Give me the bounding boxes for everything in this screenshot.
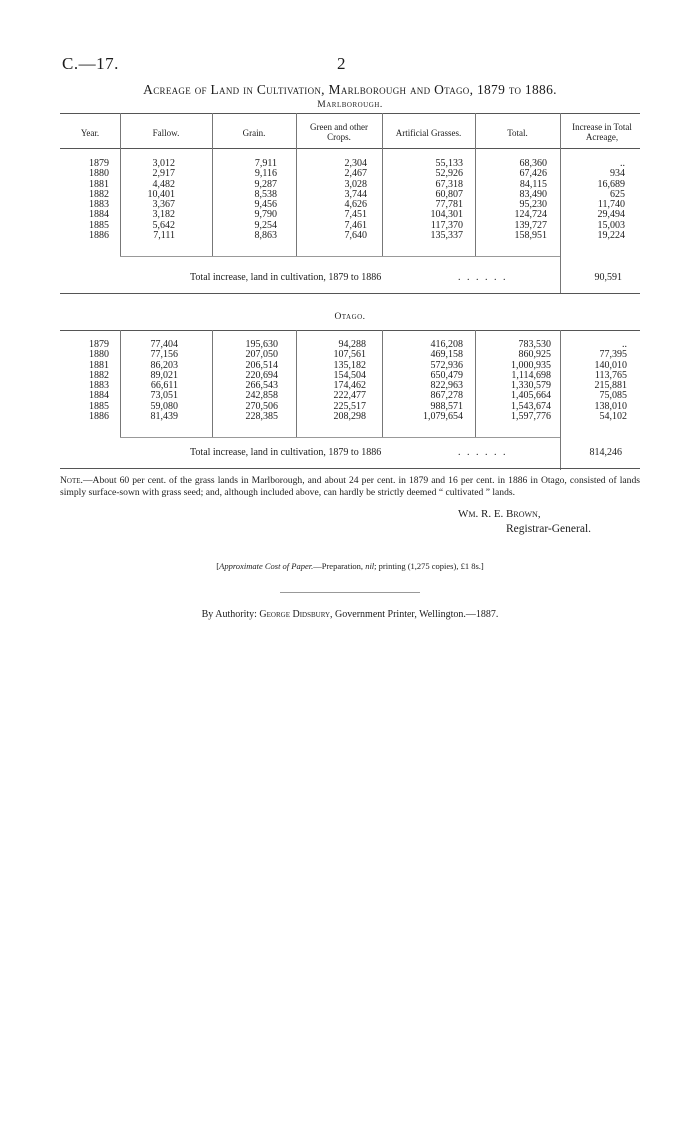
grain-cell: 7,911	[254, 158, 277, 169]
grain-cell: 266,543	[245, 380, 278, 392]
fallow-cell: 66,611	[150, 380, 178, 392]
total-cell: 83,490	[519, 188, 547, 200]
cost-label: Approximate Cost of Paper.	[219, 561, 314, 571]
printer-authority	[0, 609, 700, 620]
green-crops-cell: 107,561	[333, 349, 366, 361]
artificial-grasses-cell: 416,208	[430, 339, 463, 350]
column-divider	[560, 330, 561, 470]
section-end-rule	[60, 293, 640, 294]
increase-cell: 625	[610, 188, 625, 200]
grain-cell: 228,385	[245, 411, 278, 423]
grain-cell: 9,287	[254, 178, 277, 190]
total-cell: 124,724	[514, 209, 547, 221]
table-top-rule	[60, 113, 640, 114]
green-crops-cell: 2,467	[344, 168, 367, 180]
increase-cell: 16,689	[597, 178, 625, 190]
fallow-cell: 73,051	[150, 390, 178, 402]
year-cell: 1879	[89, 339, 109, 350]
increase-cell: 215,881	[594, 380, 627, 392]
header-total: Total.	[507, 128, 528, 138]
column-divider	[475, 330, 476, 437]
grain-cell: 270,506	[245, 400, 278, 412]
fallow-cell: 3,012	[152, 158, 175, 169]
otago-years	[89, 340, 119, 422]
grain-cell: 195,630	[245, 339, 278, 350]
marlborough-total-increase: 90,591	[594, 272, 622, 283]
total-cell: 139,727	[514, 219, 547, 231]
column-divider	[120, 330, 121, 437]
total-cell: 68,360	[519, 158, 547, 169]
artificial-grasses-cell: 822,963	[430, 380, 463, 392]
column-divider	[296, 330, 297, 437]
otago-total	[484, 340, 551, 422]
grain-cell: 206,514	[245, 359, 278, 371]
year-cell: 1886	[89, 230, 109, 242]
section-rule	[120, 437, 560, 438]
cost-mid: —Preparation,	[313, 561, 366, 571]
year-cell: 1886	[89, 411, 109, 423]
footnote-text: —About 60 per cent. of the grass lands in Marlborough, and about 24 per cent. in 1879 and 16 per cent. in 1886 in Otago, consisted of lands simply surface-sown with grass seed; and, although included above, can hardly be strictly deemed “ cultivated ” lands.	[60, 475, 640, 498]
otago-total-increase: 814,246	[589, 447, 622, 458]
increase-cell: 75,085	[599, 390, 627, 402]
leader-dots: . . . . . .	[458, 447, 508, 458]
marlborough-green	[310, 159, 367, 241]
green-crops-cell: 174,462	[333, 380, 366, 392]
grain-cell: 9,790	[254, 209, 277, 221]
total-cell: 1,114,698	[511, 369, 551, 381]
grain-cell: 9,116	[254, 168, 277, 180]
section-label-otago: Otago.	[334, 312, 366, 322]
year-cell: 1882	[89, 188, 109, 200]
printer-name: George Didsbury	[259, 609, 331, 620]
marlborough-grain	[230, 159, 277, 241]
green-crops-cell: 3,744	[344, 188, 367, 200]
increase-cell: 11,740	[597, 199, 625, 211]
fallow-cell: 81,439	[150, 411, 178, 423]
green-crops-cell: 154,504	[333, 369, 366, 381]
column-divider	[382, 148, 383, 256]
increase-cell: 54,102	[599, 411, 627, 423]
year-cell: 1883	[89, 199, 109, 211]
total-cell: 84,115	[519, 178, 547, 190]
green-crops-cell: 4,626	[344, 199, 367, 211]
total-cell: 1,405,664	[511, 390, 551, 402]
column-divider	[475, 148, 476, 256]
marlborough-total-label: Total increase, land in cultivation, 1879 to 1886	[190, 272, 382, 283]
artificial-grasses-cell: 77,781	[435, 199, 463, 211]
increase-cell: 77,395	[599, 349, 627, 361]
total-cell: 158,951	[514, 230, 547, 242]
marlborough-fallow	[130, 159, 175, 241]
cost-prefix: [	[216, 561, 220, 571]
artificial-grasses-cell: 867,278	[430, 390, 463, 402]
grain-cell: 9,254	[254, 219, 277, 231]
year-cell: 1880	[89, 168, 109, 180]
header-bottom-rule	[60, 148, 640, 149]
green-crops-cell: 208,298	[333, 411, 366, 423]
footnote-lead: Note.	[60, 475, 83, 486]
grain-cell: 9,456	[254, 199, 277, 211]
artificial-grasses-cell: 135,337	[430, 230, 463, 242]
fallow-cell: 3,367	[152, 199, 175, 211]
total-cell: 1,330,579	[511, 380, 551, 392]
header-fallow: Fallow.	[152, 128, 180, 138]
green-crops-cell: 135,182	[333, 359, 366, 371]
increase-cell: 113,765	[594, 369, 627, 381]
year-cell: 1881	[89, 178, 109, 190]
green-crops-cell: 7,451	[344, 209, 367, 221]
fallow-cell: 77,404	[150, 339, 178, 350]
fallow-cell: 3,182	[152, 209, 175, 221]
footer-rule	[280, 592, 420, 593]
green-crops-cell: 7,640	[344, 230, 367, 242]
artificial-grasses-cell: 1,079,654	[423, 411, 463, 423]
year-cell: 1880	[89, 349, 109, 361]
marlborough-total	[490, 159, 547, 241]
artificial-grasses-cell: 60,807	[435, 188, 463, 200]
artificial-grasses-cell: 117,370	[430, 219, 463, 231]
fallow-cell: 5,642	[152, 219, 175, 231]
section-rule	[120, 256, 560, 257]
year-cell: 1881	[89, 359, 109, 371]
marlborough-increase	[570, 159, 625, 241]
total-cell: 1,597,776	[511, 411, 551, 423]
column-divider	[120, 148, 121, 256]
cost-rest: ; printing (1,275 copies), £1 8s.]	[374, 561, 484, 571]
column-divider	[296, 148, 297, 256]
column-divider	[560, 148, 561, 293]
increase-cell: ..	[622, 339, 627, 350]
fallow-cell: 4,482	[152, 178, 175, 190]
increase-cell: 29,494	[597, 209, 625, 221]
total-cell: 1,543,674	[511, 400, 551, 412]
increase-cell: ..	[620, 158, 625, 169]
year-cell: 1885	[89, 219, 109, 231]
otago-increase	[570, 340, 627, 422]
page-reference: C.—17.	[62, 54, 119, 73]
section-label-marlborough: Marlborough.	[317, 100, 383, 110]
year-cell: 1883	[89, 380, 109, 392]
signer-title: Registrar-General.	[506, 523, 592, 535]
green-crops-cell: 2,304	[344, 158, 367, 169]
fallow-cell: 10,401	[147, 188, 175, 200]
otago-grasses	[395, 340, 463, 422]
authority-suffix: , Government Printer, Wellington.—1887.	[330, 609, 499, 620]
header-artificial-grasses: Artificial Grasses.	[395, 128, 462, 138]
column-divider	[382, 330, 383, 437]
artificial-grasses-cell: 67,318	[435, 178, 463, 190]
increase-cell: 19,224	[597, 230, 625, 242]
artificial-grasses-cell: 988,571	[430, 400, 463, 412]
total-cell: 95,230	[519, 199, 547, 211]
table-title: Acreage of Land in Cultivation, Marlborough and Otago, 1879 to 1886.	[143, 82, 557, 97]
total-cell: 783,530	[518, 339, 551, 350]
column-divider	[296, 113, 297, 148]
grain-cell: 207,050	[245, 349, 278, 361]
fallow-cell: 77,156	[150, 349, 178, 361]
grain-cell: 8,863	[254, 230, 277, 242]
artificial-grasses-cell: 469,158	[430, 349, 463, 361]
total-cell: 67,426	[519, 168, 547, 180]
green-crops-cell: 94,288	[338, 339, 366, 350]
year-cell: 1882	[89, 369, 109, 381]
footnote	[60, 475, 640, 499]
cost-nil: nil	[365, 561, 375, 571]
artificial-grasses-cell: 650,479	[430, 369, 463, 381]
page-number: 2	[337, 54, 346, 73]
year-cell: 1879	[89, 158, 109, 169]
leader-dots: . . . . . .	[458, 272, 508, 283]
green-crops-cell: 3,028	[344, 178, 367, 190]
total-cell: 1,000,935	[511, 359, 551, 371]
grain-cell: 242,858	[245, 390, 278, 402]
grain-cell: 8,538	[254, 188, 277, 200]
year-cell: 1885	[89, 400, 109, 412]
fallow-cell: 59,080	[150, 400, 178, 412]
column-divider	[212, 330, 213, 437]
otago-grain	[225, 340, 278, 422]
otago-total-label: Total increase, land in cultivation, 1879 to 1886	[190, 447, 382, 458]
table-bottom-rule	[60, 468, 640, 469]
green-crops-cell: 7,461	[344, 219, 367, 231]
fallow-cell: 86,203	[150, 359, 178, 371]
column-divider	[212, 148, 213, 256]
header-green-crops: Green and other Crops.	[310, 122, 368, 142]
otago-top-rule	[60, 330, 640, 331]
year-cell: 1884	[89, 390, 109, 402]
marlborough-grasses	[400, 159, 463, 241]
marlborough-years	[89, 159, 119, 241]
increase-cell: 140,010	[594, 359, 627, 371]
artificial-grasses-cell: 52,926	[435, 168, 463, 180]
otago-fallow	[130, 340, 178, 422]
fallow-cell: 2,917	[152, 168, 175, 180]
header-year: Year.	[80, 128, 100, 138]
cost-of-paper	[0, 561, 700, 571]
fallow-cell: 89,021	[150, 369, 178, 381]
header-grain: Grain.	[242, 128, 266, 138]
artificial-grasses-cell: 55,133	[435, 158, 463, 169]
authority-prefix: By Authority:	[201, 609, 260, 620]
signer-name: Wm. R. E. Brown,	[458, 508, 541, 520]
otago-green	[305, 340, 366, 422]
increase-cell: 15,003	[597, 219, 625, 231]
artificial-grasses-cell: 572,936	[430, 359, 463, 371]
artificial-grasses-cell: 104,301	[430, 209, 463, 221]
column-divider	[560, 113, 561, 148]
year-cell: 1884	[89, 209, 109, 221]
increase-cell: 138,010	[594, 400, 627, 412]
grain-cell: 220,694	[245, 369, 278, 381]
header-increase: Increase in Total Acreage,	[572, 122, 632, 142]
green-crops-cell: 225,517	[333, 400, 366, 412]
total-cell: 860,925	[518, 349, 551, 361]
fallow-cell: 7,111	[153, 230, 175, 242]
green-crops-cell: 222,477	[333, 390, 366, 402]
increase-cell: 934	[610, 168, 625, 180]
